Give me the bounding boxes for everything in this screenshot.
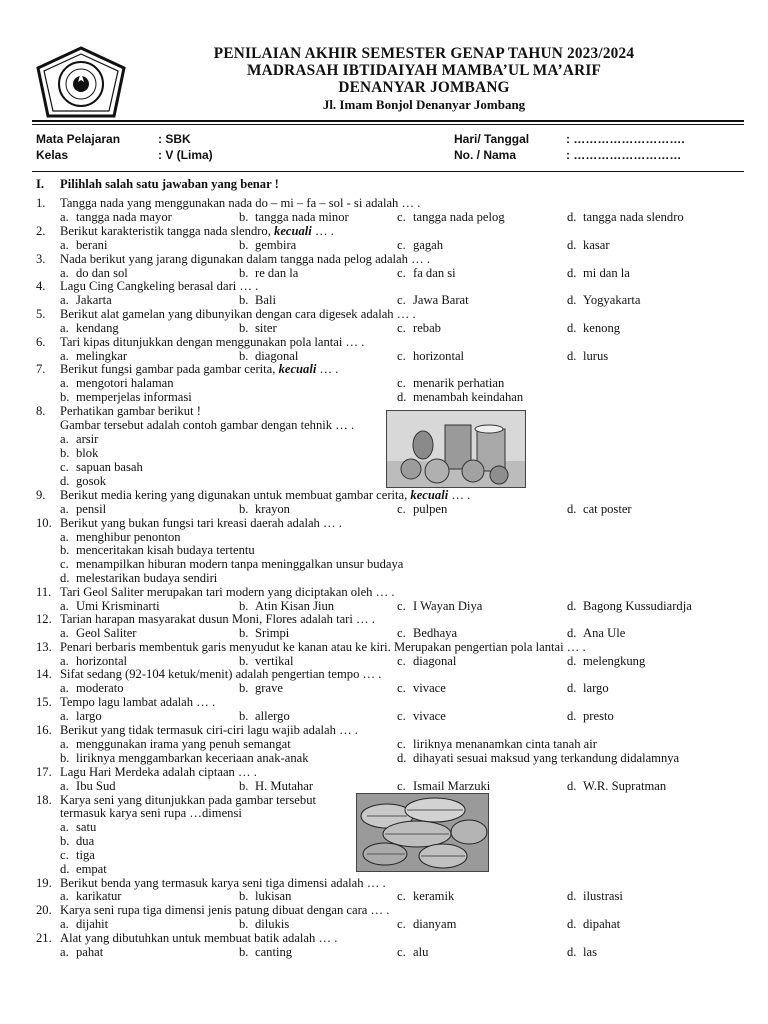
header-rule-thick xyxy=(32,120,744,122)
option-18c[interactable]: c. tiga xyxy=(60,848,95,862)
option-11c[interactable]: c. I Wayan Diya xyxy=(397,599,483,613)
option-13b[interactable]: b. vertikal xyxy=(239,654,294,668)
option-7d[interactable]: d. menambah keindahan xyxy=(397,390,524,404)
option-12c[interactable]: c. Bedhaya xyxy=(397,626,458,640)
school-name: MADRASAH IBTIDAIYAH MAMBA’UL MA’ARIF xyxy=(246,62,602,79)
option-7a[interactable]: a. mengotori halaman xyxy=(60,376,174,390)
school-logo xyxy=(34,46,128,118)
option-10b[interactable]: b. menceritakan kisah budaya tertentu xyxy=(60,543,255,557)
option-13d[interactable]: d. melengkung xyxy=(567,654,646,668)
option-12b[interactable]: b. Srimpi xyxy=(239,626,290,640)
option-19d[interactable]: d. ilustrasi xyxy=(567,889,623,903)
option-11b[interactable]: b. Atin Kisan Jiun xyxy=(239,599,335,613)
option-10c[interactable]: c. menampilkan hiburan modern tanpa meninggalkan unsur budaya xyxy=(60,557,404,571)
option-14d[interactable]: d. largo xyxy=(567,681,609,695)
question-8-line2: Gambar tersebut adalah contoh gambar dengan tehnik … . xyxy=(60,418,355,432)
option-5a[interactable]: a. kendang xyxy=(60,321,119,335)
option-21b[interactable]: b. canting xyxy=(239,945,293,959)
school-location: DENANYAR JOMBANG xyxy=(338,79,510,96)
still-life-drawing-image xyxy=(386,410,526,488)
class-label: Kelas xyxy=(36,148,69,162)
subject-label: Mata Pelajaran xyxy=(36,132,121,146)
option-21d[interactable]: d. las xyxy=(567,945,597,959)
option-16a[interactable]: a. menggunakan irama yang penuh semangat xyxy=(60,737,291,751)
option-17c[interactable]: c. Ismail Marzuki xyxy=(397,779,491,793)
subject-value: : SBK xyxy=(158,132,191,146)
option-1c[interactable]: c. tangga nada pelog xyxy=(397,210,505,224)
option-21c[interactable]: c. alu xyxy=(397,945,429,959)
name-label: No. / Nama xyxy=(454,148,517,162)
option-13c[interactable]: c. diagonal xyxy=(397,654,457,668)
option-19a[interactable]: a. karikatur xyxy=(60,889,122,903)
option-6b[interactable]: b. diagonal xyxy=(239,349,299,363)
option-3c[interactable]: c. fa dan si xyxy=(397,266,456,280)
option-3a[interactable]: a. do dan sol xyxy=(60,266,128,280)
class-value: : V (Lima) xyxy=(158,148,213,162)
option-2b[interactable]: b. gembira xyxy=(239,238,297,252)
question-18-line2: termasuk karya seni rupa …dimensi xyxy=(60,806,242,820)
option-17d[interactable]: d. W.R. Supratman xyxy=(567,779,667,793)
option-6d[interactable]: d. lurus xyxy=(567,349,609,363)
option-8c[interactable]: c. sapuan basah xyxy=(60,460,143,474)
option-1a[interactable]: a. tangga nada mayor xyxy=(60,210,172,224)
option-7b[interactable]: b. memperjelas informasi xyxy=(60,390,192,404)
option-4b[interactable]: b. Bali xyxy=(239,293,276,307)
option-20d[interactable]: d. dipahat xyxy=(567,917,621,931)
option-13a[interactable]: a. horizontal xyxy=(60,654,128,668)
option-14c[interactable]: c. vivace xyxy=(397,681,446,695)
header-rule-thin xyxy=(32,124,744,125)
exam-title: PENILAIAN AKHIR SEMESTER GENAP TAHUN 2023/2024 xyxy=(213,45,635,62)
option-2c[interactable]: c. gagah xyxy=(397,238,444,252)
option-1d[interactable]: d. tangga nada slendro xyxy=(567,210,684,224)
option-2a[interactable]: a. berani xyxy=(60,238,108,252)
option-12d[interactable]: d. Ana Ule xyxy=(567,626,626,640)
option-4c[interactable]: c. Jawa Barat xyxy=(397,293,469,307)
option-20a[interactable]: a. dijahit xyxy=(60,917,109,931)
option-15a[interactable]: a. largo xyxy=(60,709,102,723)
option-19c[interactable]: c. keramik xyxy=(397,889,455,903)
option-17a[interactable]: a. Ibu Sud xyxy=(60,779,116,793)
option-8d[interactable]: d. gosok xyxy=(60,474,107,488)
option-20c[interactable]: c. dianyam xyxy=(397,917,457,931)
option-18b[interactable]: b. dua xyxy=(60,834,95,848)
option-16d[interactable]: d. dihayati sesuai maksud yang terkandung didalamnya xyxy=(397,751,680,765)
option-5b[interactable]: b. siter xyxy=(239,321,277,335)
meta-rule xyxy=(32,171,744,172)
option-9c[interactable]: c. pulpen xyxy=(397,502,448,516)
letterhead xyxy=(150,45,698,113)
option-11a[interactable]: a. Umi Krisminarti xyxy=(60,599,160,613)
school-address: Jl. Imam Bonjol Denanyar Jombang xyxy=(322,97,526,112)
option-5c[interactable]: c. rebab xyxy=(397,321,441,335)
option-9a[interactable]: a. pensil xyxy=(60,502,107,516)
option-18d[interactable]: d. empat xyxy=(60,862,107,876)
name-value: : ……………………… xyxy=(566,148,682,162)
option-8b[interactable]: b. blok xyxy=(60,446,99,460)
option-10a[interactable]: a. menghibur penonton xyxy=(60,530,181,544)
option-16c[interactable]: c. liriknya menanamkan cinta tanah air xyxy=(397,737,597,751)
option-8a[interactable]: a. arsir xyxy=(60,432,99,446)
option-14a[interactable]: a. moderato xyxy=(60,681,124,695)
option-17b[interactable]: b. H. Mutahar xyxy=(239,779,314,793)
option-12a[interactable]: a. Geol Saliter xyxy=(60,626,137,640)
option-5d[interactable]: d. kenong xyxy=(567,321,621,335)
option-15b[interactable]: b. allergo xyxy=(239,709,290,723)
date-value: : ………………………. xyxy=(566,132,685,146)
option-10d[interactable]: d. melestarikan budaya sendiri xyxy=(60,571,218,585)
date-label: Hari/ Tanggal xyxy=(454,132,530,146)
option-14b[interactable]: b. grave xyxy=(239,681,283,695)
option-19b[interactable]: b. lukisan xyxy=(239,889,292,903)
option-3d[interactable]: d. mi dan la xyxy=(567,266,630,280)
option-15c[interactable]: c. vivace xyxy=(397,709,446,723)
option-7c[interactable]: c. menarik perhatian xyxy=(397,376,505,390)
option-21a[interactable]: a. pahat xyxy=(60,945,104,959)
woven-baskets-image xyxy=(356,793,489,872)
option-2d[interactable]: d. kasar xyxy=(567,238,610,252)
option-16b[interactable]: b. liriknya menggambarkan keceriaan anak-anak xyxy=(60,751,309,765)
option-4a[interactable]: a. Jakarta xyxy=(60,293,112,307)
option-18a[interactable]: a. satu xyxy=(60,820,97,834)
option-9d[interactable]: d. cat poster xyxy=(567,502,632,516)
option-4d[interactable]: d. Yogyakarta xyxy=(567,293,641,307)
option-15d[interactable]: d. presto xyxy=(567,709,614,723)
option-9b[interactable]: b. krayon xyxy=(239,502,290,516)
option-3b[interactable]: b. re dan la xyxy=(239,266,299,280)
option-1b[interactable]: b. tangga nada minor xyxy=(239,210,349,224)
option-11d[interactable]: d. Bagong Kussudiardja xyxy=(567,599,692,613)
option-20b[interactable]: b. dilukis xyxy=(239,917,290,931)
option-6a[interactable]: a. melingkar xyxy=(60,349,128,363)
option-6c[interactable]: c. horizontal xyxy=(397,349,465,363)
